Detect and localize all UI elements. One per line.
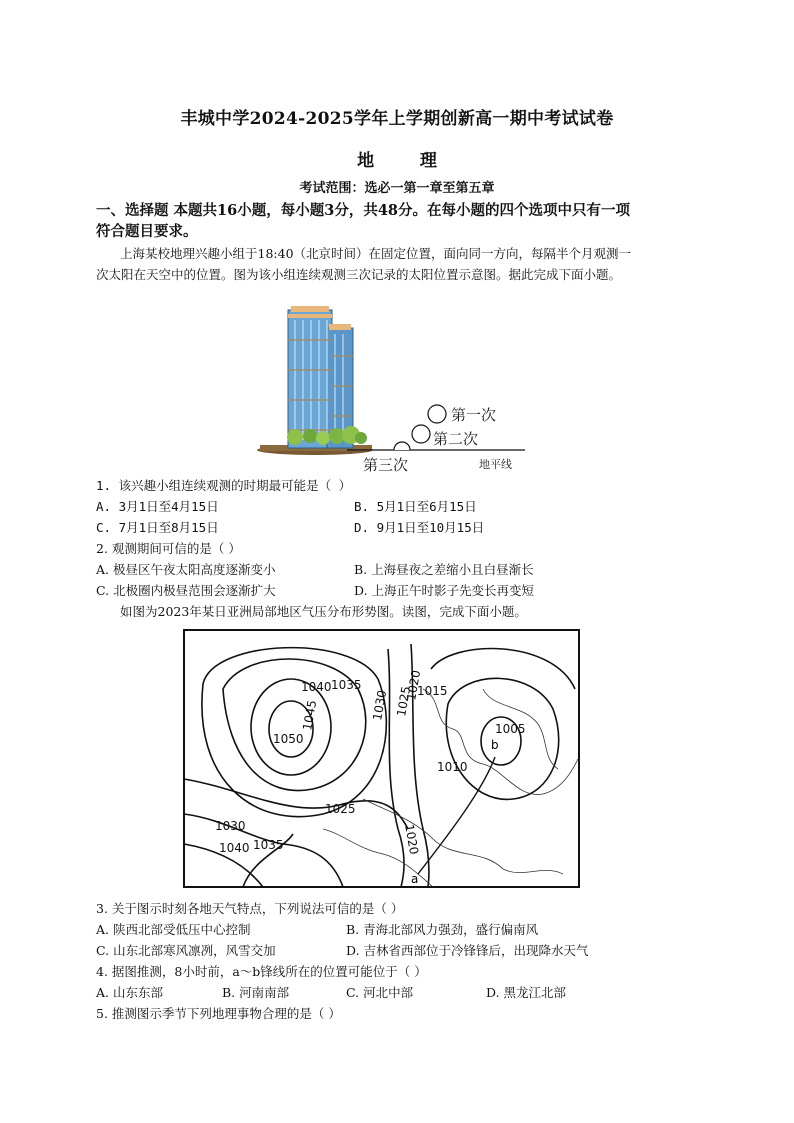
q3-option-a: A. 陕西北部受低压中心控制 [96, 922, 251, 937]
passage1-line2: 次太阳在天空中的位置。图为该小组连续观测三次记录的太阳位置示意图。据此完成下面小题。 [96, 267, 622, 282]
isobar-label-1030b: 1030 [215, 819, 246, 833]
isobar-label-1035b: 1035 [253, 838, 284, 852]
isobar-label-1045: 1045 [300, 699, 320, 732]
exam-scope: 考试范围：选必一第一章至第五章 [299, 181, 495, 196]
subject-char-1: 地 [357, 151, 375, 171]
q2-stem: 2. 观测期间可信的是（ ） [96, 541, 241, 556]
q2-option-b: B. 上海昼夜之差缩小且白昼渐长 [354, 562, 534, 577]
q2-option-c: C. 北极圈内极昼范围会逐渐扩大 [96, 583, 276, 598]
point-a-label: a [411, 872, 419, 886]
isobar-label-1040b: 1040 [219, 841, 250, 855]
q4-option-c: C. 河北中部 [346, 985, 414, 1000]
sun-third-icon [394, 442, 410, 450]
section-heading-line1: 一、选择题 本题共16小题，每小题3分，共48分。在每小题的四个选项中只有一项 [96, 202, 630, 219]
q1-stem: 1. 该兴趣小组连续观测的时期最可能是（ ） [96, 478, 352, 493]
sun-second-icon [412, 425, 430, 443]
q4-option-d: D. 黑龙江北部 [486, 985, 567, 1000]
label-first: 第一次 [451, 406, 497, 424]
q3-option-c: C. 山东北部寒风凛冽，风雪交加 [96, 943, 276, 958]
q2-option-a: A. 极昼区午夜太阳高度逐渐变小 [96, 562, 276, 577]
point-b-label: b [491, 738, 499, 752]
sun-first-icon [428, 405, 446, 423]
isobar-label-1025: 1025 [394, 685, 414, 718]
subject-heading [0, 146, 794, 171]
label-third: 第三次 [363, 456, 409, 474]
q1-option-d: D. 9月1日至10月15日 [354, 520, 485, 535]
exam-title: 丰城中学2024-2025学年上学期创新高一期中考试试卷 [180, 109, 614, 129]
q4-option-a: A. 山东东部 [96, 985, 163, 1000]
building-illustration [257, 306, 373, 455]
q1-option-b: B. 5月1日至6月15日 [354, 499, 477, 514]
isobar-label-1015: 1015 [417, 684, 448, 698]
q2-option-d: D. 上海正午时影子先变长再变短 [354, 583, 535, 598]
q4-option-b: B. 河南南部 [222, 985, 290, 1000]
isobar-label-1020b: 1020 [402, 823, 422, 856]
isobar-label-1035: 1035 [331, 678, 362, 692]
q3-stem: 3. 关于图示时刻各地天气特点，下列说法可信的是（ ） [96, 901, 404, 916]
q1-option-c: C. 7月1日至8月15日 [96, 520, 219, 535]
subject-char-2: 理 [419, 151, 437, 171]
passage2-line1: 如图为2023年某日亚洲局部地区气压分布形势图。读图，完成下面小题。 [120, 604, 527, 619]
isobar-label-1050: 1050 [273, 732, 304, 746]
section-heading-line2: 符合题目要求。 [96, 223, 198, 240]
q4-stem: 4. 据图推测，8小时前，a～b锋线所在的位置可能位于（ ） [96, 964, 427, 979]
q3-option-d: D. 吉林省西部位于冷锋锋后，出现降水天气 [346, 943, 589, 958]
isobar-label-1030: 1030 [370, 689, 390, 722]
isobar-label-1020: 1020 [404, 669, 424, 702]
q3-option-b: B. 青海北部风力强劲，盛行偏南风 [346, 922, 539, 937]
isobar-label-1040: 1040 [301, 680, 332, 694]
isobar-label-1010: 1010 [437, 760, 468, 774]
sun-position-figure [255, 290, 545, 478]
isobar-label-1025b: 1025 [325, 802, 356, 816]
label-second: 第二次 [433, 430, 479, 448]
passage1-line1: 上海某校地理兴趣小组于18:40（北京时间）在固定位置，面向同一方向，每隔半个月观测一 [120, 246, 632, 261]
isobar-label-1005: 1005 [495, 722, 526, 736]
q5-stem: 5. 推测图示季节下列地理事物合理的是（ ） [96, 1006, 341, 1021]
label-horizon: 地平线 [479, 458, 512, 471]
q1-option-a: A. 3月1日至4月15日 [96, 499, 219, 514]
pressure-map-figure [183, 629, 580, 888]
